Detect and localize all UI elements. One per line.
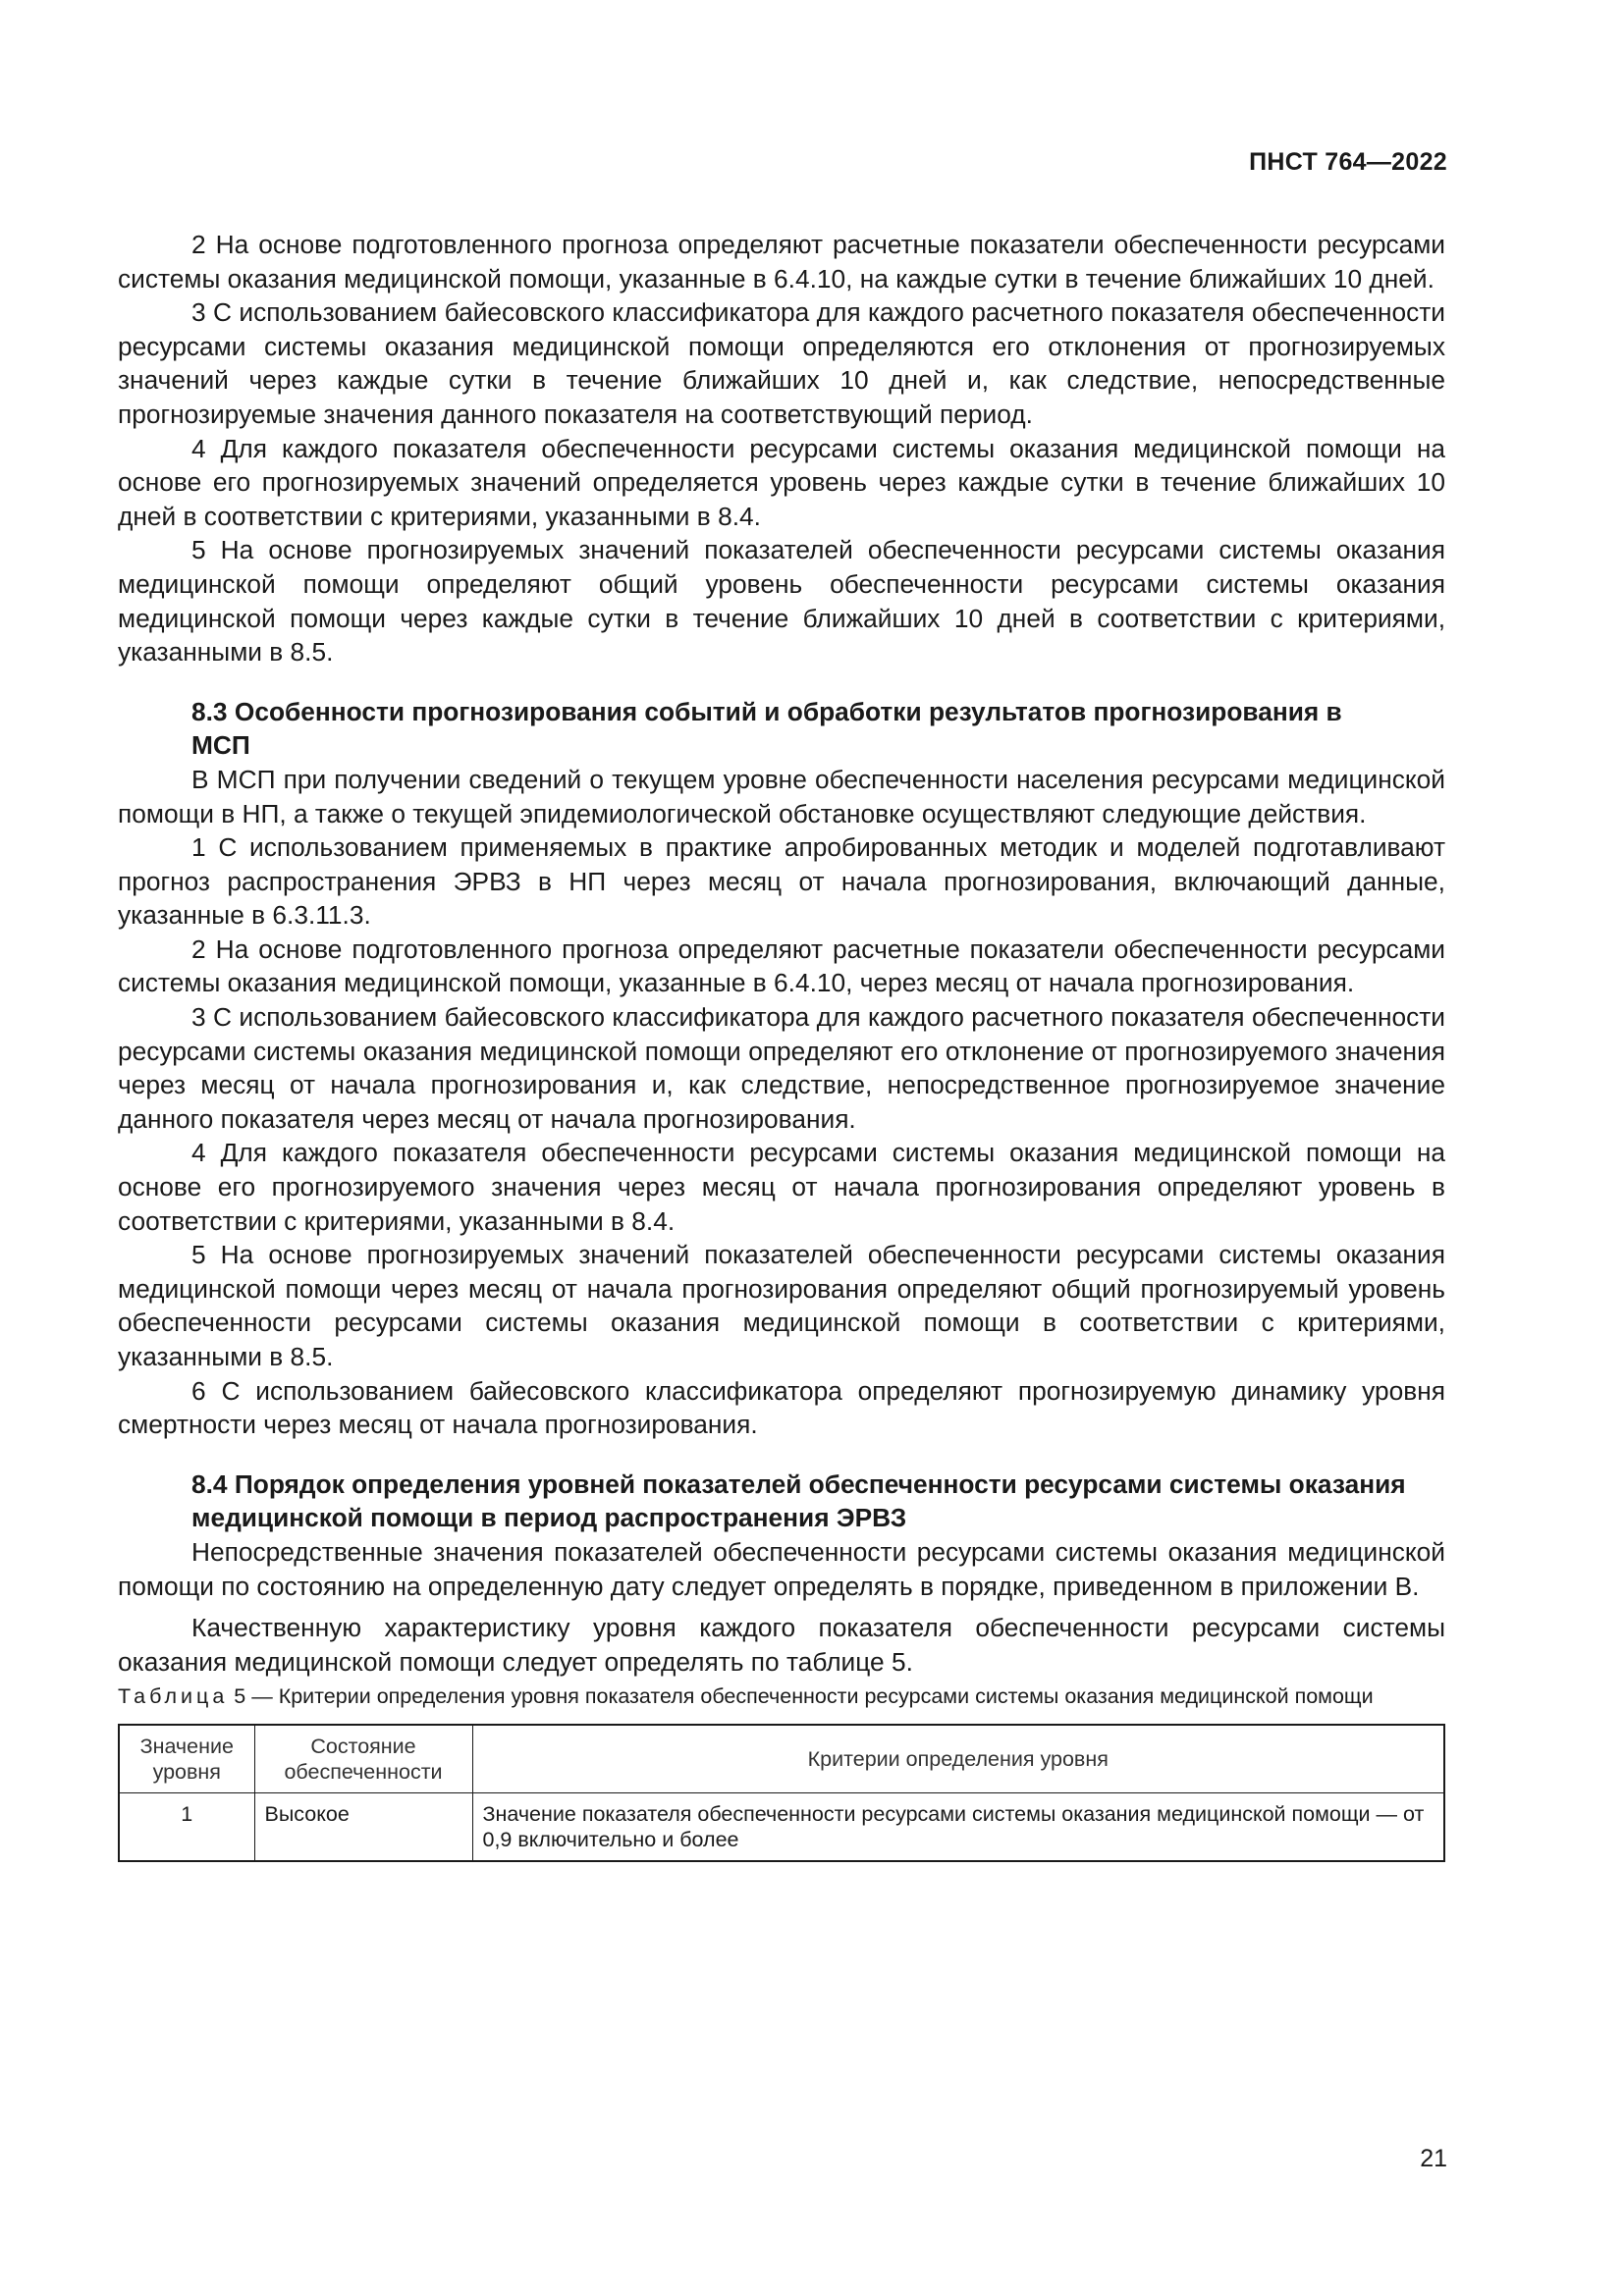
- section-heading-8-3: 8.3 Особенности прогнозирования событий и обработки результатов прогнозирования в МСП: [191, 696, 1342, 761]
- column-header-criteria: Критерии определения уровня: [472, 1725, 1444, 1793]
- section-heading-8-4: 8.4 Порядок определения уровней показателей обеспеченности ресурсами системы оказания медицинской помощи в период распространения ЭРВЗ: [191, 1468, 1406, 1533]
- paragraph: 3 С использованием байесовского классификатора для каждого расчетного показателя обеспеченности ресурсами системы оказания медицинской помощи определяются его отклонения от прогнозируемых значений через каждые сутки в течение ближайших 10 дней и, как следствие, непосредственные прогнозируемые значения данного показателя на соответствующий период.: [118, 297, 1445, 429]
- paragraph: 6 С использованием байесовского классификатора определяют прогнозируемую динамику уровня смертности через месяц от начала прогнозирования.: [118, 1375, 1445, 1440]
- table-row: [119, 1793, 1444, 1862]
- cell-criteria: Значение показателя обеспеченности ресурсами системы оказания медицинской помощи — от 0,9 включительно и более: [472, 1793, 1444, 1862]
- section-8-3-body: [118, 763, 1445, 1442]
- forecast-steps-list: [118, 228, 1445, 669]
- paragraph: Качественную характеристику уровня каждого показателя обеспеченности ресурсами системы оказания медицинской помощи следует определять по таблице 5.: [118, 1613, 1445, 1677]
- paragraph: Непосредственные значения показателей обеспеченности ресурсами системы оказания медицинской помощи по состоянию на определенную дату следует определять в порядке, приведенном в приложении В.: [118, 1536, 1445, 1601]
- paragraph: 3 С использованием байесовского классификатора для каждого расчетного показателя обеспеченности ресурсами системы оказания медицинской помощи определяют его отклонение от прогнозируемого значения через месяц от начала прогнозирования и, как следствие, непосредственное прогнозируемое значение данного показателя через месяц от начала прогнозирования.: [118, 1002, 1445, 1134]
- paragraph: 5 На основе прогнозируемых значений показателей обеспеченности ресурсами системы оказания медицинской помощи определяют общий уровень обеспеченности ресурсами системы оказания медицинской помощи через каждые сутки в течение ближайших 10 дней в соответствии с критериями, указанными в 8.5.: [118, 535, 1445, 667]
- table-caption-label: Таблица: [118, 1684, 229, 1709]
- paragraph: 1 С использованием применяемых в практике апробированных методик и моделей подготавливают прогноз распространения ЭРВЗ в НП через месяц от начала прогнозирования, включающий данные, указанные в 6.3.11.3.: [118, 832, 1445, 931]
- paragraph: 4 Для каждого показателя обеспеченности ресурсами системы оказания медицинской помощи на основе его прогнозируемых значений определяется уровень через каждые сутки в течение ближайших 10 дней в соответствии с критериями, указанными в 8.4.: [118, 433, 1445, 531]
- cell-level-value: 1: [119, 1793, 254, 1862]
- standard-code: ПНСТ 764—2022: [1249, 148, 1447, 176]
- cell-provision-state: Высокое: [254, 1793, 472, 1862]
- table-caption-text: 5 — Критерии определения уровня показателя обеспеченности ресурсами системы оказания медицинской помощи: [228, 1684, 1374, 1709]
- paragraph: 2 На основе подготовленного прогноза определяют расчетные показатели обеспеченности ресурсами системы оказания медицинской помощи, указанные в 6.4.10, на каждые сутки в течение ближайших 10 дней.: [118, 230, 1445, 294]
- page-content: [118, 228, 1445, 1862]
- table-caption: [118, 1682, 1445, 1710]
- paragraph: 4 Для каждого показателя обеспеченности ресурсами системы оказания медицинской помощи на основе его прогнозируемого значения через месяц от начала прогнозирования определяют уровень в соответствии с критериями, указанными в 8.4.: [118, 1138, 1445, 1236]
- paragraph: 2 На основе подготовленного прогноза определяют расчетные показатели обеспеченности ресурсами системы оказания медицинской помощи, указанные в 6.4.10, через месяц от начала прогнозирования.: [118, 934, 1445, 998]
- page-number: 21: [1420, 2145, 1447, 2172]
- paragraph: 5 На основе прогнозируемых значений показателей обеспеченности ресурсами системы оказания медицинской помощи через месяц от начала прогнозирования определяют общий прогнозируемый уровень обеспеченности ресурсами системы оказания медицинской помощи в соответствии с критериями, указанными в 8.5.: [118, 1240, 1445, 1371]
- section-8-4-body: [118, 1535, 1445, 1679]
- paragraph: В МСП при получении сведений о текущем уровне обеспеченности населения ресурсами медицинской помощи в НП, а также о текущей эпидемиологической обстановке осуществляют следующие действия.: [118, 764, 1445, 828]
- column-header-level-value: Значение уровня: [119, 1725, 254, 1793]
- column-header-provision-state: Состояние обеспеченности: [254, 1725, 472, 1793]
- criteria-table: [118, 1724, 1445, 1862]
- table-header-row: [119, 1725, 1444, 1793]
